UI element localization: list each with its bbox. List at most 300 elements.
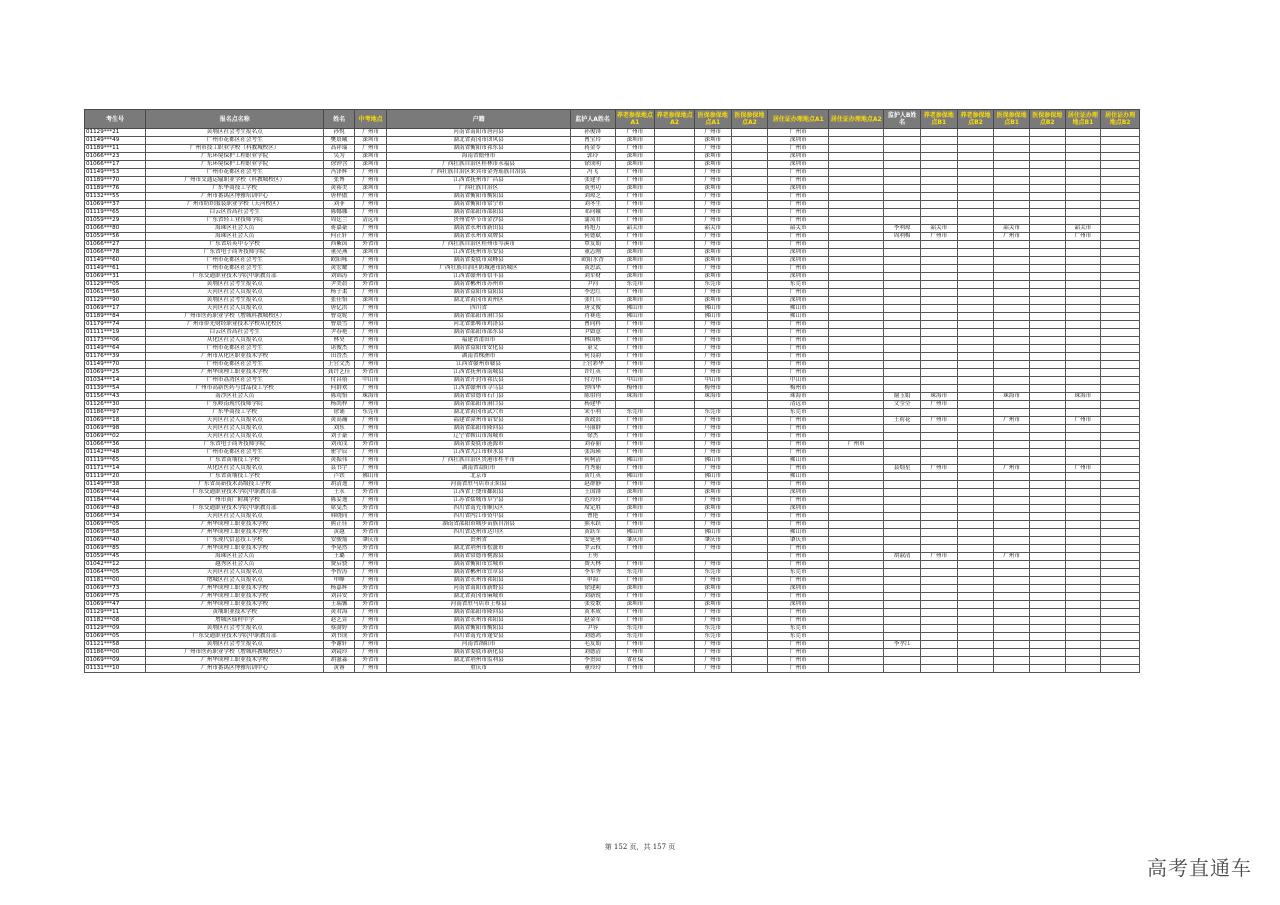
table-cell xyxy=(884,617,921,625)
table-row xyxy=(85,433,1140,441)
table-cell xyxy=(731,321,768,329)
table-cell: 黄埔职业技术学校 xyxy=(146,609,324,617)
table-cell: 湖南省邵阳市洞口县 xyxy=(387,401,570,409)
table-row xyxy=(85,137,1140,145)
table-cell xyxy=(994,137,1030,145)
table-cell xyxy=(884,537,921,545)
table-cell: 高祥瑞 xyxy=(324,145,355,153)
table-cell xyxy=(1029,153,1065,161)
table-cell xyxy=(829,281,884,289)
table-cell xyxy=(994,153,1030,161)
table-cell xyxy=(829,201,884,209)
table-cell: 珠海市 xyxy=(694,393,731,401)
table-cell: 陈靖怡 xyxy=(324,393,355,401)
table-cell xyxy=(1065,401,1101,409)
table-cell xyxy=(884,193,921,201)
table-cell: 孙悦 xyxy=(324,129,355,137)
table-cell: 东莞市 xyxy=(694,409,731,417)
table-cell xyxy=(1029,321,1065,329)
table-cell xyxy=(1101,265,1140,273)
table-cell: 广西壮族自治区贵港市桂平市 xyxy=(387,457,570,465)
table-cell xyxy=(731,593,768,601)
table-cell: 01156***43 xyxy=(85,393,146,401)
table-cell: 四川省 xyxy=(387,305,570,313)
table-cell xyxy=(1101,625,1140,633)
table-cell: 01149***70 xyxy=(85,361,146,369)
table-cell xyxy=(1065,265,1101,273)
table-cell: 广州市 xyxy=(694,361,731,369)
table-row xyxy=(85,193,1140,201)
table-cell: 曹同科 xyxy=(570,321,615,329)
table-row xyxy=(85,393,1140,401)
table-cell: 广州市 xyxy=(694,641,731,649)
table-cell xyxy=(1029,289,1065,297)
table-cell xyxy=(731,513,768,521)
table-row xyxy=(85,473,1140,481)
table-cell xyxy=(1029,201,1065,209)
table-cell: 广州市 xyxy=(615,193,655,201)
table-cell xyxy=(957,241,994,249)
table-cell: 深圳市 xyxy=(768,249,829,257)
table-cell: 杨嘉辉 xyxy=(324,585,355,593)
column-header: 居住证办理地点B2 xyxy=(1101,110,1140,129)
table-cell xyxy=(1029,465,1065,473)
table-cell xyxy=(731,169,768,177)
table-cell: 广州市 xyxy=(694,441,731,449)
table-cell xyxy=(994,633,1030,641)
table-cell xyxy=(957,537,994,545)
table-cell: 广州市 xyxy=(615,369,655,377)
table-cell: 外省市 xyxy=(354,441,387,449)
table-cell: 深圳市 xyxy=(615,153,655,161)
table-cell: 河南省洛阳市 xyxy=(387,641,570,649)
table-cell xyxy=(884,297,921,305)
table-row xyxy=(85,225,1140,233)
table-cell: 白云区普高社会考生 xyxy=(146,329,324,337)
table-cell xyxy=(829,609,884,617)
table-cell: 尹美晨 xyxy=(324,281,355,289)
table-cell: 张佳怡 xyxy=(324,297,355,305)
table-cell xyxy=(1029,385,1065,393)
table-cell: 瞿宇辰 xyxy=(324,449,355,457)
table-cell xyxy=(1029,633,1065,641)
table-cell xyxy=(1101,297,1140,305)
table-cell xyxy=(1101,513,1140,521)
table-cell xyxy=(1101,153,1140,161)
table-cell: 01189***84 xyxy=(85,313,146,321)
table-cell: 广州市番禺区博雅培训中心 xyxy=(146,665,324,673)
table-cell: 广州市 xyxy=(694,233,731,241)
table-cell xyxy=(1029,489,1065,497)
table-cell xyxy=(1065,289,1101,297)
table-cell xyxy=(1029,233,1065,241)
table-cell: 01189***11 xyxy=(85,145,146,153)
table-cell xyxy=(994,425,1030,433)
table-cell: 广州市 xyxy=(354,233,387,241)
table-cell: 广州市 xyxy=(1065,233,1101,241)
table-cell xyxy=(957,609,994,617)
table-cell: 广州市 xyxy=(694,609,731,617)
table-cell xyxy=(1101,145,1140,153)
table-cell xyxy=(884,601,921,609)
table-cell: 黄振伟 xyxy=(324,457,355,465)
table-row xyxy=(85,345,1140,353)
column-header: 居住证办理地点B1 xyxy=(1065,110,1101,129)
table-cell xyxy=(994,185,1030,193)
table-cell xyxy=(731,633,768,641)
table-cell: 广州市花都区社会考生 xyxy=(146,265,324,273)
table-cell xyxy=(920,185,957,193)
table-cell: 广州市 xyxy=(354,449,387,457)
table-cell xyxy=(731,249,768,257)
table-cell xyxy=(994,537,1030,545)
table-cell xyxy=(1101,617,1140,625)
table-cell xyxy=(829,481,884,489)
table-cell xyxy=(1029,473,1065,481)
table-row xyxy=(85,265,1140,273)
table-cell xyxy=(920,329,957,337)
table-cell xyxy=(1065,497,1101,505)
table-cell: 广州市 xyxy=(354,361,387,369)
table-cell: 黄高瀚 xyxy=(324,417,355,425)
table-cell xyxy=(655,601,695,609)
table-cell xyxy=(1101,161,1140,169)
table-cell xyxy=(731,377,768,385)
table-cell xyxy=(1065,345,1101,353)
table-row xyxy=(85,553,1140,561)
table-cell: 毛友娟 xyxy=(570,641,615,649)
table-cell: 深圳市 xyxy=(615,601,655,609)
table-cell: 李军秀 xyxy=(570,569,615,577)
table-cell xyxy=(655,433,695,441)
table-cell: 广州市 xyxy=(615,177,655,185)
table-cell: 深圳市 xyxy=(354,161,387,169)
table-cell: 湖南省娄底市新化县 xyxy=(387,649,570,657)
table-cell: 广州市 xyxy=(694,201,731,209)
table-cell xyxy=(655,129,695,137)
table-cell xyxy=(920,625,957,633)
table-cell: 广州市 xyxy=(615,217,655,225)
table-cell: 01119***65 xyxy=(85,457,146,465)
table-cell: 广州市医药职业学校（增城科教城校区） xyxy=(146,313,324,321)
table-cell xyxy=(1065,129,1101,137)
table-cell xyxy=(884,585,921,593)
table-cell: 佛山市 xyxy=(615,305,655,313)
table-cell: 湖南省永州市双牌县 xyxy=(387,233,570,241)
table-cell: 广州市纺织服装职业学校（天河校区） xyxy=(146,201,324,209)
table-cell: 01069***05 xyxy=(85,633,146,641)
table-cell xyxy=(615,401,655,409)
table-cell xyxy=(829,297,884,305)
table-cell xyxy=(994,289,1030,297)
table-cell xyxy=(655,545,695,553)
table-cell xyxy=(1065,593,1101,601)
table-cell: 广州市 xyxy=(768,425,829,433)
table-row xyxy=(85,145,1140,153)
table-row xyxy=(85,409,1140,417)
table-row xyxy=(85,217,1140,225)
table-cell xyxy=(655,281,695,289)
table-cell xyxy=(1101,169,1140,177)
table-cell: 广西壮族自治区防城港市防城区 xyxy=(387,265,570,273)
column-header: 中考地点 xyxy=(354,110,387,129)
table-cell xyxy=(1101,577,1140,585)
table-cell: 广州市 xyxy=(694,425,731,433)
table-cell: 曹竟妮 xyxy=(324,313,355,321)
table-cell xyxy=(957,625,994,633)
table-cell: 孙俊锋 xyxy=(570,129,615,137)
table-cell: 01186***97 xyxy=(85,409,146,417)
table-cell xyxy=(920,345,957,353)
table-cell: 广州市 xyxy=(920,233,957,241)
table-cell xyxy=(884,409,921,417)
table-cell: 董亮燕 xyxy=(324,249,355,257)
table-cell: 广西壮族自治区 xyxy=(387,185,570,193)
table-cell: 湖南省永州市祁阳县 xyxy=(387,617,570,625)
table-cell: 黄勇功 xyxy=(570,185,615,193)
table-cell: 冯泽辉 xyxy=(324,169,355,177)
table-row xyxy=(85,417,1140,425)
table-cell: 肇庆市 xyxy=(354,537,387,545)
table-cell xyxy=(1029,585,1065,593)
table-cell: 广西壮族自治区桂州市岑溪市 xyxy=(387,241,570,249)
table-cell xyxy=(1029,377,1065,385)
table-cell: 广州市 xyxy=(354,569,387,577)
table-cell: 佛山市 xyxy=(615,313,655,321)
table-cell xyxy=(884,473,921,481)
table-cell: 广州市 xyxy=(615,441,655,449)
table-cell: 广州市 xyxy=(694,217,731,225)
table-cell xyxy=(920,217,957,225)
table-cell xyxy=(957,577,994,585)
table-cell: 江西省抚州市乐安县 xyxy=(387,249,570,257)
table-cell: 广州市 xyxy=(354,257,387,265)
table-cell xyxy=(731,537,768,545)
table-row xyxy=(85,633,1140,641)
table-cell: 熊正佳 xyxy=(324,521,355,529)
table-cell xyxy=(920,425,957,433)
table-cell: 赵金军 xyxy=(570,617,615,625)
table-cell: 黄埔区社会考生报名点 xyxy=(146,641,324,649)
table-cell xyxy=(655,401,695,409)
table-cell: 01066***80 xyxy=(85,225,146,233)
table-cell xyxy=(731,369,768,377)
table-cell xyxy=(1065,249,1101,257)
table-cell: 广东交通职业技术学院中职教育部 xyxy=(146,273,324,281)
table-cell: 何德斌 xyxy=(570,233,615,241)
table-row xyxy=(85,249,1140,257)
table-cell: 01069***09 xyxy=(85,657,146,665)
table-cell: 珠海市 xyxy=(354,393,387,401)
table-cell xyxy=(1029,273,1065,281)
table-cell xyxy=(655,313,695,321)
table-cell: 深圳市 xyxy=(694,137,731,145)
table-cell: 01121***58 xyxy=(85,641,146,649)
table-cell xyxy=(920,137,957,145)
table-cell: 深圳市 xyxy=(768,489,829,497)
table-cell xyxy=(957,201,994,209)
table-cell: 01066***34 xyxy=(85,513,146,521)
table-cell: 广州市 xyxy=(354,145,387,153)
table-cell: 01149***60 xyxy=(85,257,146,265)
table-cell: 01182***08 xyxy=(85,617,146,625)
table-cell: 01069***05 xyxy=(85,521,146,529)
table-cell xyxy=(1029,401,1065,409)
table-cell xyxy=(829,353,884,361)
table-cell: 东莞市 xyxy=(694,281,731,289)
table-cell xyxy=(1065,665,1101,673)
table-cell: 佛山市 xyxy=(768,473,829,481)
table-cell xyxy=(731,489,768,497)
table-cell: 湖南省开封市祁氏县 xyxy=(387,377,570,385)
table-cell: 外省市 xyxy=(354,601,387,609)
table-cell: 深圳市 xyxy=(768,297,829,305)
table-cell: 广州市 xyxy=(694,561,731,569)
table-cell: 广州市 xyxy=(354,665,387,673)
table-row xyxy=(85,305,1140,313)
table-cell xyxy=(829,233,884,241)
table-cell: 01069***18 xyxy=(85,417,146,425)
table-cell: 文莹莹 xyxy=(884,401,921,409)
table-cell xyxy=(884,265,921,273)
table-cell xyxy=(884,513,921,521)
table-cell xyxy=(829,617,884,625)
table-cell: 深圳市 xyxy=(615,161,655,169)
table-cell xyxy=(1065,633,1101,641)
table-cell xyxy=(957,209,994,217)
table-cell: 广州市 xyxy=(768,545,829,553)
table-cell xyxy=(1101,281,1140,289)
table-cell xyxy=(731,209,768,217)
table-cell: 01129***09 xyxy=(85,625,146,633)
table-cell xyxy=(884,625,921,633)
table-cell xyxy=(1065,553,1101,561)
table-cell: 广州市 xyxy=(694,617,731,625)
table-cell: 广州市 xyxy=(615,321,655,329)
table-cell xyxy=(994,409,1030,417)
table-cell xyxy=(957,545,994,553)
table-cell: 广州市 xyxy=(768,593,829,601)
table-row xyxy=(85,521,1140,529)
table-cell: 唐文俊 xyxy=(570,305,615,313)
table-cell: 01111***19 xyxy=(85,329,146,337)
table-cell: 江西省赣州市信丰县 xyxy=(387,273,570,281)
table-cell: 深圳市 xyxy=(615,505,655,513)
table-cell: 县灿星 xyxy=(884,465,921,473)
table-cell xyxy=(829,601,884,609)
table-cell: 湖南省邵阳市隆回县 xyxy=(387,609,570,617)
table-cell xyxy=(829,649,884,657)
column-header: 养老参保地点B1 xyxy=(920,110,957,129)
table-cell xyxy=(655,489,695,497)
table-cell: 天河区社会人员报名点 xyxy=(146,289,324,297)
table-cell: 韶关市 xyxy=(768,225,829,233)
table-cell xyxy=(1029,329,1065,337)
table-cell: 广州市 xyxy=(694,169,731,177)
table-cell: 外省市 xyxy=(354,489,387,497)
table-cell xyxy=(731,385,768,393)
table-cell xyxy=(1065,313,1101,321)
table-cell: 广州市 xyxy=(694,449,731,457)
table-cell: 珠海市 xyxy=(615,393,655,401)
table-cell xyxy=(829,385,884,393)
table-cell: 王瑞馨 xyxy=(324,601,355,609)
table-cell xyxy=(829,153,884,161)
table-cell xyxy=(920,489,957,497)
table-cell xyxy=(655,465,695,473)
table-cell: 深圳市 xyxy=(694,601,731,609)
table-cell: 江西省抚州市广昌县 xyxy=(387,177,570,185)
table-cell xyxy=(1029,497,1065,505)
table-cell xyxy=(829,193,884,201)
table-cell xyxy=(1065,409,1101,417)
table-cell: 广州市 xyxy=(354,641,387,649)
table-row xyxy=(85,561,1140,569)
table-cell: 广州市 xyxy=(694,129,731,137)
table-cell: 外省市 xyxy=(354,281,387,289)
table-cell xyxy=(884,217,921,225)
table-cell xyxy=(829,449,884,457)
table-cell xyxy=(1101,465,1140,473)
table-row xyxy=(85,313,1140,321)
table-cell: 01069***98 xyxy=(85,425,146,433)
table-cell: 徐建莉 xyxy=(570,585,615,593)
table-cell: 广州市 xyxy=(354,513,387,521)
table-cell xyxy=(731,177,768,185)
table-cell: 深圳市 xyxy=(768,161,829,169)
table-cell: 李忠红 xyxy=(570,289,615,297)
table-cell xyxy=(957,569,994,577)
table-cell: 01059***29 xyxy=(85,217,146,225)
table-cell: 广州市 xyxy=(615,169,655,177)
table-cell: 四川省南充市顺庆区 xyxy=(387,505,570,513)
table-cell xyxy=(994,457,1030,465)
table-row xyxy=(85,329,1140,337)
table-cell xyxy=(829,345,884,353)
table-cell xyxy=(957,497,994,505)
table-cell xyxy=(731,649,768,657)
table-row xyxy=(85,233,1140,241)
table-cell xyxy=(655,353,695,361)
table-cell: 01034***14 xyxy=(85,377,146,385)
table-cell xyxy=(994,281,1030,289)
table-cell xyxy=(731,585,768,593)
table-cell: 广州市 xyxy=(354,225,387,233)
table-cell: 深圳市 xyxy=(615,257,655,265)
table-cell xyxy=(1065,473,1101,481)
table-cell xyxy=(884,129,921,137)
table-cell: 梅州市 xyxy=(615,385,655,393)
table-cell xyxy=(1065,329,1101,337)
table-cell: 张爱歌 xyxy=(570,601,615,609)
table-cell xyxy=(994,585,1030,593)
table-cell xyxy=(920,545,957,553)
table-cell: 01069***85 xyxy=(85,545,146,553)
column-header: 医保参保地点B1 xyxy=(994,110,1030,129)
table-cell xyxy=(957,417,994,425)
table-cell xyxy=(655,257,695,265)
table-cell: 湖南省邵阳市邵东县 xyxy=(387,329,570,337)
table-cell xyxy=(655,209,695,217)
table-cell: 海南省儋州市 xyxy=(387,153,570,161)
table-cell xyxy=(884,521,921,529)
table-cell: 广州市 xyxy=(354,433,387,441)
table-cell xyxy=(957,449,994,457)
table-cell xyxy=(994,161,1030,169)
table-cell: 01069***25 xyxy=(85,369,146,377)
table-cell: 黄埔区社会考生报名点 xyxy=(146,297,324,305)
table-cell: 福建省漳州市诏安县 xyxy=(387,417,570,425)
